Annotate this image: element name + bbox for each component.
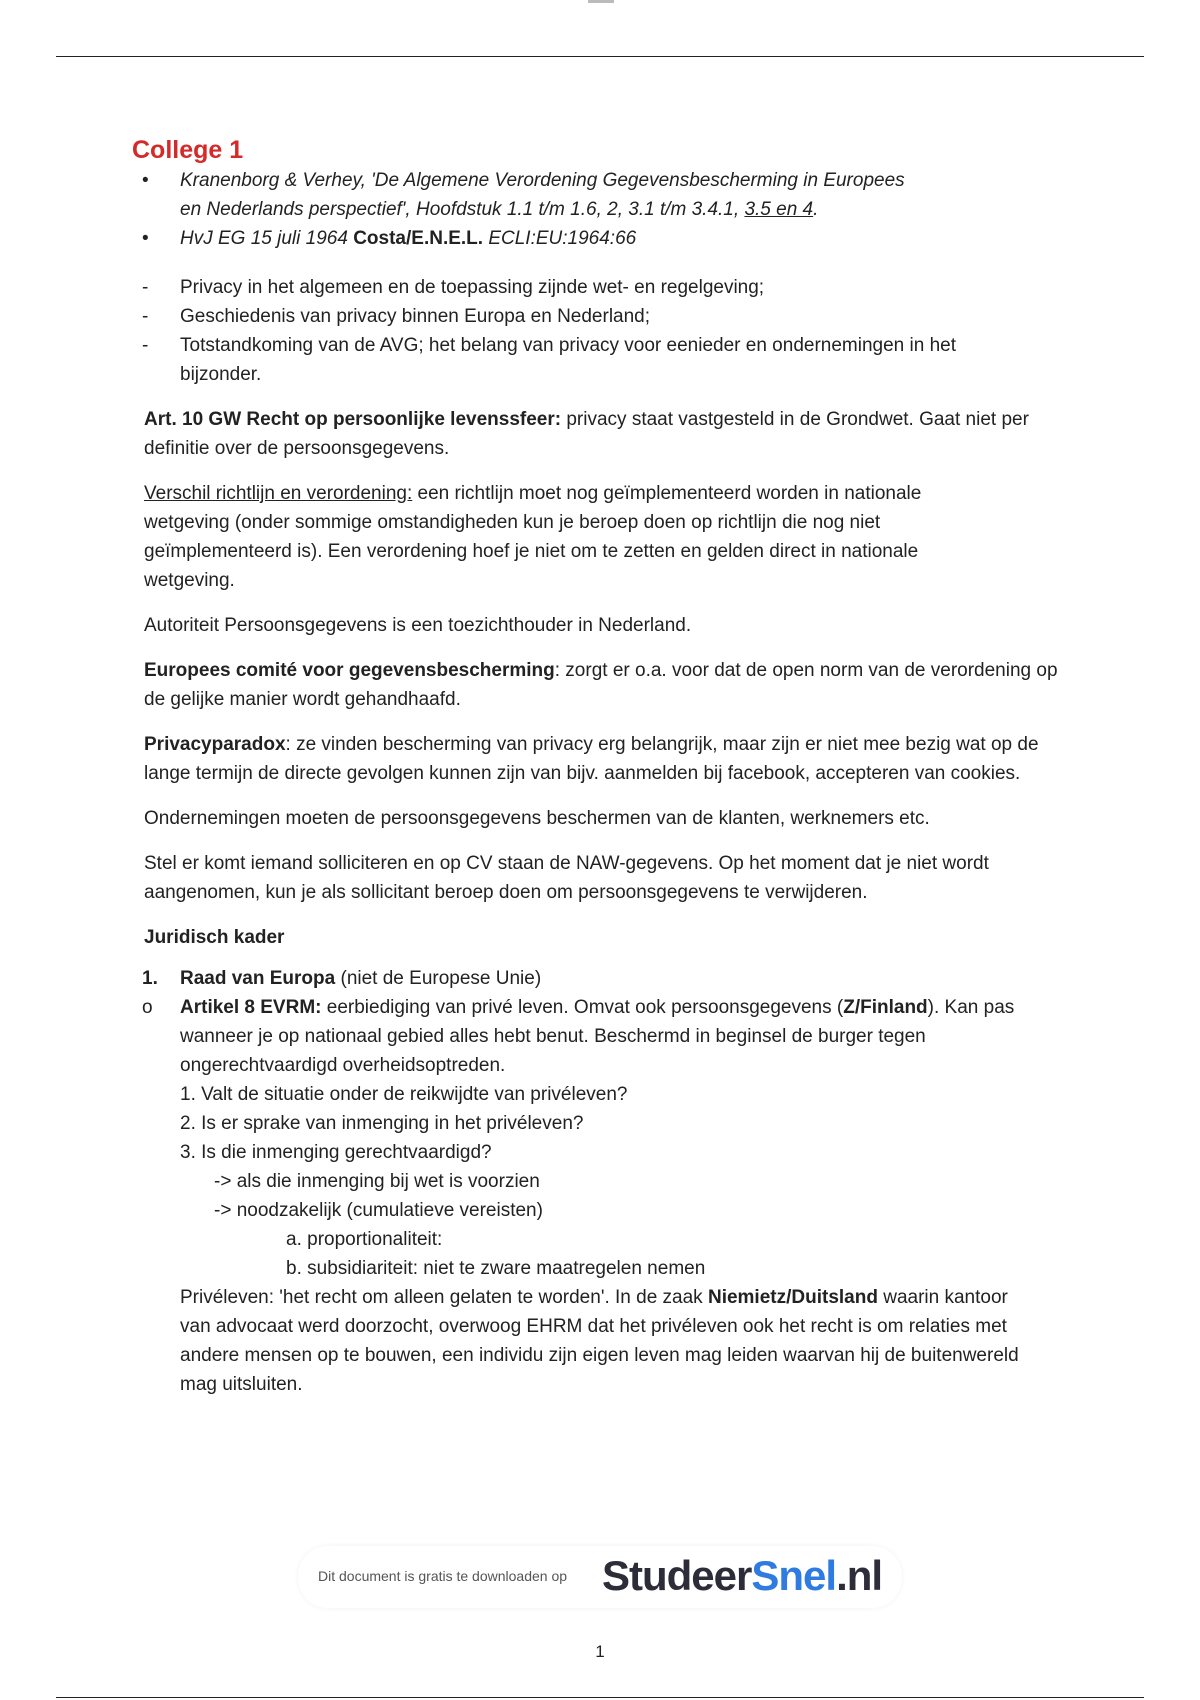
topic-text: Geschiedenis van privacy binnen Europa en Nederland; — [180, 306, 651, 327]
dash-icon: - — [142, 277, 149, 298]
header-rule — [56, 56, 1144, 57]
arrow-item: -> noodzakelijk (cumulatieve vereisten) — [214, 1200, 543, 1221]
priveleven-case: Niemietz/Duitsland — [707, 1287, 878, 1308]
dash-icon: - — [142, 306, 149, 327]
studeersnel-logo[interactable] — [602, 1552, 882, 1600]
artikel8-item — [130, 993, 1080, 1080]
question-item: 2. Is er sprake van inmenging in het privéleven? — [180, 1113, 584, 1134]
reading-2-case: Costa/E.N.E.L. — [353, 228, 484, 249]
art10-term: Art. 10 GW Recht op persoonlijke levenssfeer: — [144, 409, 562, 430]
artikel8-case: Z/Finland — [843, 997, 928, 1018]
reading-2-post: ECLI:EU:1964:66 — [483, 228, 637, 249]
comite-text: : zorgt er o.a. voor dat de open norm van de verordening op de gelijke manier wordt gehandhaafd. — [144, 660, 1058, 710]
reading-item-1 — [130, 166, 1080, 224]
reading-1-line2: en Nederlands perspectief', Hoofdstuk 1.1 t/m 1.6, 2, 3.1 t/m 3.4.1, — [180, 199, 745, 220]
topic-item — [130, 273, 1080, 302]
artikel8-term: Artikel 8 EVRM: — [180, 997, 322, 1018]
bullet-icon: • — [142, 170, 149, 191]
page-title: College 1 — [132, 136, 244, 164]
reading-1-end: . — [813, 199, 819, 220]
topic-item — [130, 331, 1080, 389]
priveleven-paragraph — [130, 1283, 1040, 1399]
banner-text: Dit document is gratis te downloaden op — [318, 1568, 568, 1584]
topic-text: Totstandkoming van de AVG; het belang van privacy voor eenieder en ondernemingen in het bijzonder. — [180, 335, 956, 385]
section-heading — [130, 923, 1080, 952]
question-item: 1. Valt de situatie onder de reikwijdte van privéleven? — [180, 1084, 628, 1105]
raad-text: (niet de Europese Unie) — [335, 968, 542, 989]
circle-bullet-icon: o — [142, 997, 153, 1018]
reading-item-2 — [130, 224, 1080, 253]
paradox-text: : ze vinden bescherming van privacy erg belangrijk, maar zijn er niet mee bezig wat op de lange termijn de directe gevolgen kunnen zijn van bijv. aanmelden bij facebook, accepteren van cookies. — [144, 734, 1039, 784]
reading-1-line1: Kranenborg & Verhey, 'De Algemene Verordening Gegevensbescherming in Europees — [180, 170, 905, 191]
art10-text: privacy staat vastgesteld in de Grondwet. Gaat niet per definitie over de persoonsgegevens. — [144, 409, 1029, 459]
document-body — [130, 134, 1080, 1399]
comite-paragraph — [130, 656, 1080, 714]
comite-term: Europees comité voor gegevensbescherming — [144, 660, 555, 681]
paradox-paragraph — [130, 730, 1080, 788]
logo-part-1: Studeer — [602, 1552, 752, 1599]
subpoint-item: b. subsidiariteit: niet te zware maatregelen nemen — [286, 1258, 706, 1279]
artikel8-text2: ). Kan pas wanneer je op nationaal gebied alles hebt benut. Beschermd in beginsel de burger tegen ongerechtvaardigd overheidsoptreden. — [180, 997, 1015, 1076]
reading-2-pre: HvJ EG 15 juli 1964 — [180, 228, 354, 249]
priveleven-text2: waarin kantoor van advocaat werd doorzocht, overwoog EHRM dat het privéleven ook het recht is om relaties met andere mensen op te bouwen, een individu zijn eigen leven mag leiden waarvan hij de buitenwereld mag uitsluiten. — [180, 1287, 1019, 1395]
ondernemingen-paragraph: Ondernemingen moeten de persoonsgegevens beschermen van de klanten, werknemers etc. — [144, 808, 930, 829]
topic-item — [130, 302, 1080, 331]
subpoint-item: a. proportionaliteit: — [286, 1229, 443, 1250]
verschil-paragraph — [130, 479, 1004, 595]
arrow-item: -> als die inmenging bij wet is voorzien — [214, 1171, 540, 1192]
question-item: 3. Is die inmenging gerechtvaardigd? — [180, 1142, 492, 1163]
dash-icon: - — [142, 335, 149, 356]
top-mark — [588, 0, 614, 3]
artikel8-text1: eerbiediging van privé leven. Omvat ook persoonsgegevens ( — [321, 997, 844, 1018]
verschil-term: Verschil richtlijn en verordening: — [144, 483, 413, 504]
page-number: 1 — [595, 1642, 605, 1661]
paradox-term: Privacyparadox — [144, 734, 286, 755]
sollicitant-paragraph: Stel er komt iemand solliciteren en op CV staan de NAW-gegevens. Op het moment dat je niet wordt aangenomen, kun je als sollicitant beroep doen om persoonsgegevens te verwijderen. — [144, 853, 989, 903]
topic-text: Privacy in het algemeen en de toepassing zijnde wet- en regelgeving; — [180, 277, 765, 298]
logo-part-2: Snel — [751, 1552, 837, 1599]
raad-term: Raad van Europa — [180, 968, 336, 989]
bullet-icon: • — [142, 228, 149, 249]
logo-part-3: .nl — [836, 1552, 883, 1599]
footer-rule — [56, 1697, 1144, 1698]
juridisch-heading: Juridisch kader — [144, 927, 285, 948]
art10-paragraph — [130, 405, 1080, 463]
priveleven-text1: Privéleven: 'het recht om alleen gelaten te worden'. In de zaak — [180, 1287, 708, 1308]
reading-1-underlined: 3.5 en 4 — [744, 199, 814, 220]
download-banner[interactable] — [298, 1546, 902, 1608]
verschil-text: een richtlijn moet nog geïmplementeerd worden in nationale wetgeving (onder sommige omstandigheden kun je beroep doen op richtlijn die nog niet geïmplementeerd is). Een verordening hoef je niet om te zetten en gelden direct in nationale wetgeving. — [144, 483, 922, 591]
autoriteit-paragraph: Autoriteit Persoonsgegevens is een toezichthouder in Nederland. — [144, 615, 692, 636]
raad-number: 1. — [142, 968, 158, 989]
raad-item — [130, 964, 1080, 993]
